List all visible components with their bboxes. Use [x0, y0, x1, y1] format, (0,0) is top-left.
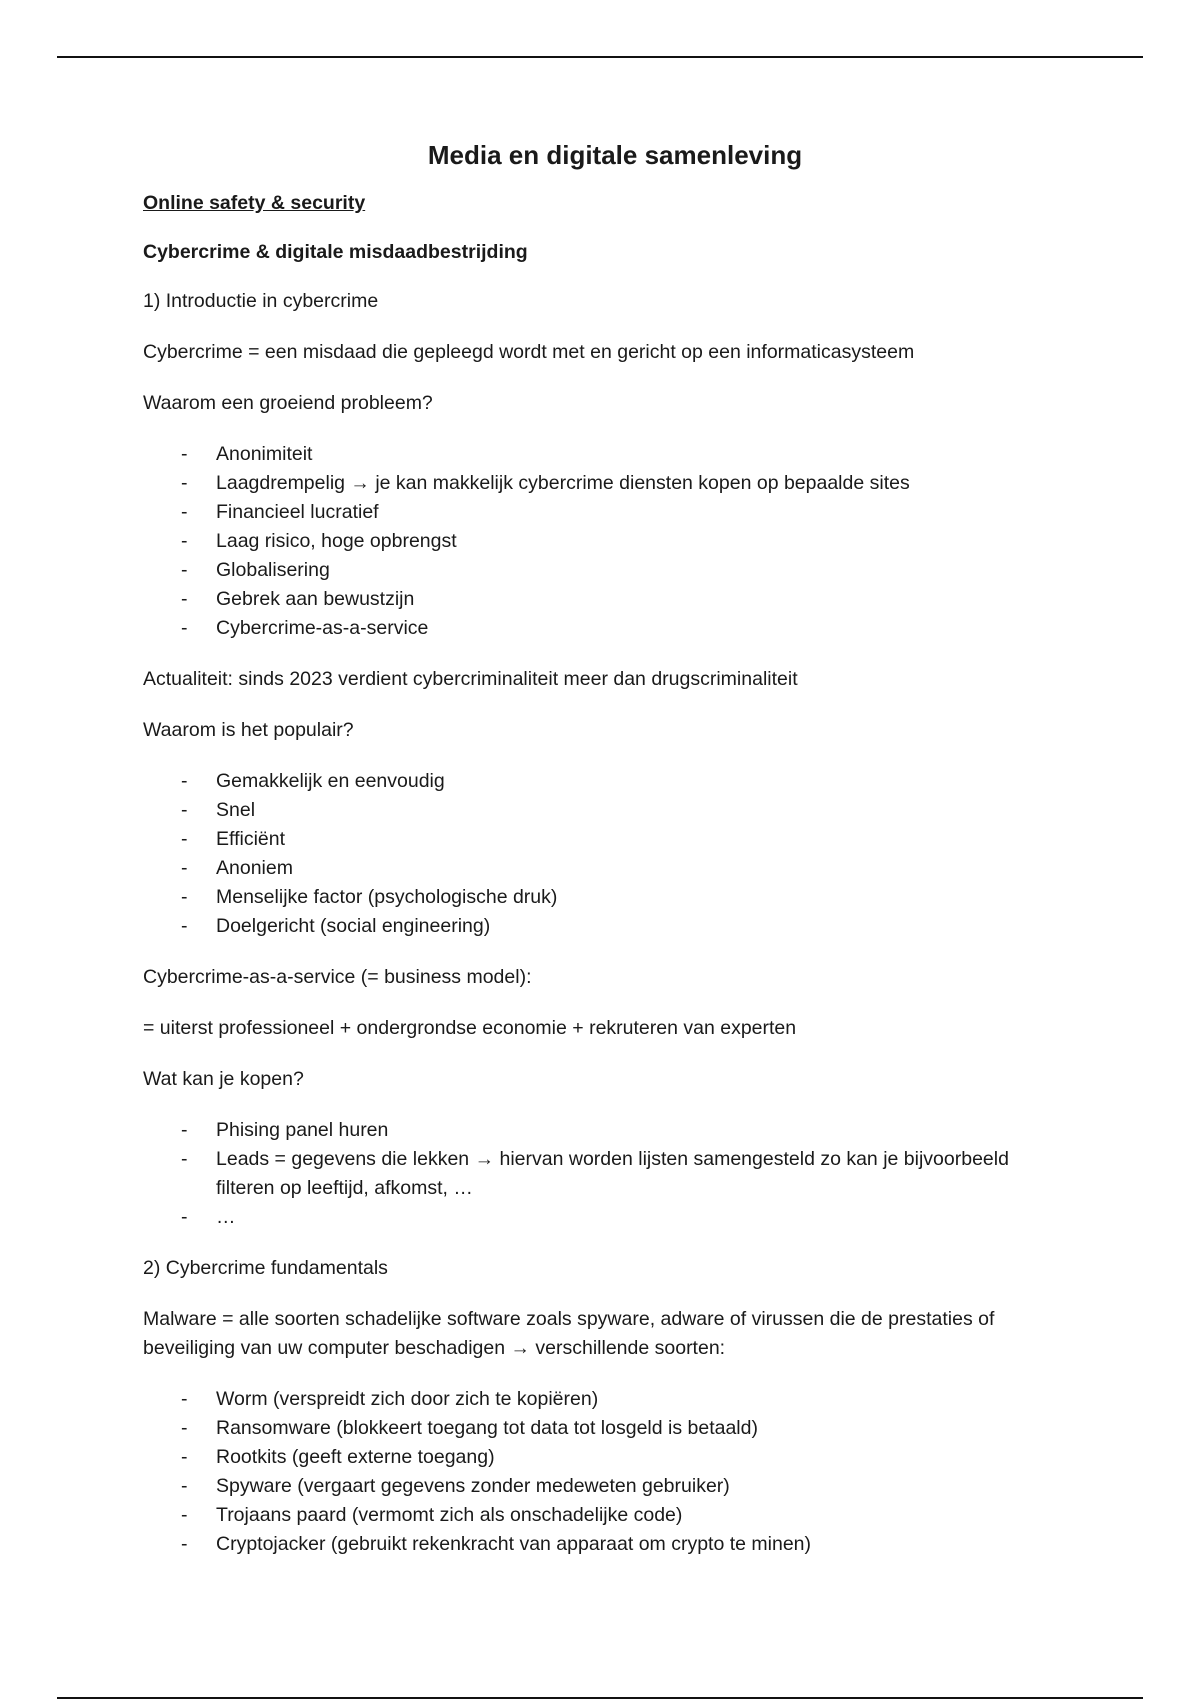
dash-bullet: -: [181, 886, 188, 908]
list-item: - Worm (verspreidt zich door zich te kopiëren): [143, 1385, 1063, 1414]
list-item: - Efficiënt: [143, 825, 1063, 854]
malware-definition: Malware = alle soorten schadelijke software zoals spyware, adware of virussen die de prestaties of beveiliging van uw computer beschadigen → verschillende soorten:: [143, 1308, 995, 1359]
section-heading: Online safety & security: [143, 192, 366, 214]
dash-bullet: -: [181, 501, 188, 523]
header-rule: [57, 56, 1143, 58]
actualiteit-text: Actualiteit: sinds 2023 verdient cybercriminaliteit meer dan drugscriminaliteit: [143, 668, 798, 690]
list-item: - Leads = gegevens die lekken → hiervan worden lijsten samengesteld zo kan je bijvoorbeeld filteren op leeftijd, afkomst, …: [143, 1145, 1063, 1203]
dash-bullet: -: [181, 1475, 188, 1497]
dash-bullet: -: [181, 443, 188, 465]
dash-bullet: -: [181, 770, 188, 792]
question-growing: Waarom een groeiend probleem?: [143, 392, 433, 414]
caas-heading: Cybercrime-as-a-service (= business model):: [143, 966, 532, 988]
growing-list: [143, 440, 1063, 643]
dash-bullet: -: [181, 915, 188, 937]
dash-bullet: -: [181, 588, 188, 610]
dash-bullet: -: [181, 530, 188, 552]
footer-rule: [57, 1697, 1143, 1699]
list-item: - Anoniem: [143, 854, 1063, 883]
list-item: - Phising panel huren: [143, 1116, 1063, 1145]
cybercrime-definition: Cybercrime = een misdaad die gepleegd wordt met en gericht op een informaticasysteem: [143, 341, 915, 363]
list-item: - Gemakkelijk en eenvoudig: [143, 767, 1063, 796]
fundamentals-heading: 2) Cybercrime fundamentals: [143, 1257, 388, 1279]
list-item: - Ransomware (blokkeert toegang tot data tot losgeld is betaald): [143, 1414, 1063, 1443]
list-item: - Anonimiteit: [143, 440, 1063, 469]
malware-list: [143, 1385, 1063, 1559]
dash-bullet: -: [181, 857, 188, 879]
question-popular: Waarom is het populair?: [143, 719, 354, 741]
dash-bullet: -: [181, 1417, 188, 1439]
list-item: - Menselijke factor (psychologische druk): [143, 883, 1063, 912]
list-item: - Doelgericht (social engineering): [143, 912, 1063, 941]
dash-bullet: -: [181, 559, 188, 581]
list-item: - Spyware (vergaart gegevens zonder medeweten gebruiker): [143, 1472, 1063, 1501]
list-item: - Laagdrempelig → je kan makkelijk cybercrime diensten kopen op bepaalde sites: [143, 469, 1063, 498]
list-item: - Trojaans paard (vermomt zich als onschadelijke code): [143, 1501, 1063, 1530]
caas-definition: = uiterst professioneel + ondergrondse economie + rekruteren van experten: [143, 1017, 797, 1039]
dash-bullet: -: [181, 799, 188, 821]
list-item: - Cryptojacker (gebruikt rekenkracht van apparaat om crypto te minen): [143, 1530, 1063, 1559]
dash-bullet: -: [181, 1504, 188, 1526]
dash-bullet: -: [181, 1446, 188, 1468]
dash-bullet: -: [181, 1119, 188, 1141]
dash-bullet: -: [181, 1148, 188, 1170]
intro-heading: 1) Introductie in cybercrime: [143, 290, 379, 312]
list-item: - …: [143, 1203, 1063, 1232]
list-item: - Gebrek aan bewustzijn: [143, 585, 1063, 614]
dash-bullet: -: [181, 1206, 188, 1228]
list-item: - Globalisering: [143, 556, 1063, 585]
subsection-heading: Cybercrime & digitale misdaadbestrijding: [143, 241, 528, 263]
list-item: - Laag risico, hoge opbrengst: [143, 527, 1063, 556]
document-title: Media en digitale samenleving: [427, 140, 803, 170]
dash-bullet: -: [181, 1533, 188, 1555]
dash-bullet: -: [181, 617, 188, 639]
list-item: - Rootkits (geeft externe toegang): [143, 1443, 1063, 1472]
list-item: - Cybercrime-as-a-service: [143, 614, 1063, 643]
dash-bullet: -: [181, 1388, 188, 1410]
popular-list: [143, 767, 1063, 941]
dash-bullet: -: [181, 472, 188, 494]
question-buy: Wat kan je kopen?: [143, 1068, 304, 1090]
document-page: [143, 140, 1063, 1581]
list-item: - Financieel lucratief: [143, 498, 1063, 527]
dash-bullet: -: [181, 828, 188, 850]
buy-list: [143, 1116, 1063, 1232]
list-item: - Snel: [143, 796, 1063, 825]
